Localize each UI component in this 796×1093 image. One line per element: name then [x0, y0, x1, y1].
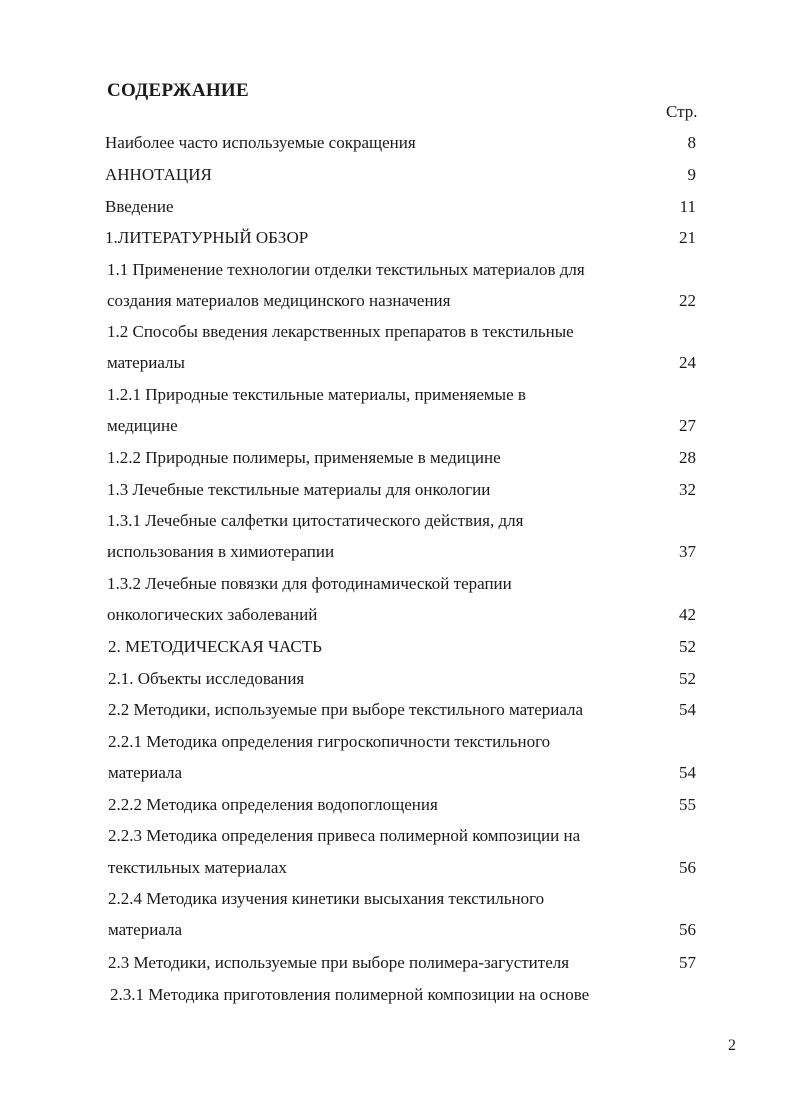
toc-heading: СОДЕРЖАНИЕ [107, 80, 249, 101]
toc-entry-text: использования в химиотерапии [107, 542, 335, 561]
toc-entry-text: 2. МЕТОДИЧЕСКАЯ ЧАСТЬ [108, 637, 322, 656]
toc-entry-page: 42 [679, 605, 696, 624]
toc-entry-text: 1.3 Лечебные текстильные материалы для онкологии [107, 480, 491, 499]
toc-entry-text: 1.2.2 Природные полимеры, применяемые в медицине [107, 448, 501, 467]
toc-entry-page: 54 [679, 763, 696, 782]
toc-entry-text: материала [108, 920, 183, 939]
toc-entry-page: 24 [679, 353, 696, 372]
toc-entry-page: 28 [679, 448, 696, 467]
toc-entry-text: 2.2.3 Методика определения привеса полимерной композиции на [108, 826, 581, 845]
toc-entry-page: 57 [679, 953, 696, 972]
toc-entry-page: 56 [679, 920, 696, 939]
toc-entry-text: 2.2.1 Методика определения гигроскопичности текстильного [108, 732, 551, 751]
toc-entry-text: 1.2.1 Природные текстильные материалы, применяемые в [107, 385, 526, 404]
toc-entry-text: 1.ЛИТЕРАТУРНЫЙ ОБЗОР [105, 228, 309, 247]
toc-entry-text: Введение [105, 197, 174, 216]
toc-entry-text: 2.1. Объекты исследования [108, 669, 305, 688]
toc-entry-page: 11 [679, 197, 696, 216]
toc-entry-text: материала [108, 763, 183, 782]
toc-entry-text: 2.2.2 Методика определения водопоглощения [108, 795, 438, 814]
toc-entry-page: 52 [679, 669, 696, 688]
toc-entry-page: 54 [679, 700, 696, 719]
toc-entry-text: Наиболее часто используемые сокращения [105, 133, 416, 152]
toc-entry-text: 1.3.1 Лечебные салфетки цитостатического действия, для [107, 511, 524, 530]
toc-entry-text: текстильных материалах [108, 858, 287, 877]
toc-entry-text: 2.2 Методики, используемые при выборе текстильного материала [108, 700, 584, 719]
toc-entry-text: 1.1 Применение технологии отделки текстильных материалов для [107, 260, 585, 279]
toc-entry-page: 52 [679, 637, 696, 656]
toc-entry-page: 9 [687, 165, 696, 184]
toc-entry-page: 21 [679, 228, 696, 247]
toc-entry-text: 2.3 Методики, используемые при выборе полимера-загустителя [108, 953, 570, 972]
toc-entry-text: медицине [107, 416, 178, 435]
toc-entry-page: 56 [679, 858, 696, 877]
toc-entry-page: 37 [679, 542, 696, 561]
toc-entry-text: 2.3.1 Методика приготовления полимерной композиции на основе [110, 985, 590, 1004]
page-number: 2 [728, 1037, 736, 1054]
toc-entry-page: 22 [679, 291, 696, 310]
page-column-label: Стр. [666, 102, 698, 121]
toc-entry-text: АННОТАЦИЯ [105, 165, 212, 184]
toc-entry-text: 1.2 Способы введения лекарственных препаратов в текстильные [107, 322, 574, 341]
toc-entry-page: 27 [679, 416, 696, 435]
toc-entry-text: онкологических заболеваний [107, 605, 318, 624]
toc-entry-page: 32 [679, 480, 696, 499]
toc-entry-text: 2.2.4 Методика изучения кинетики высыхания текстильного [108, 889, 545, 908]
toc-entry-text: создания материалов медицинского назначения [107, 291, 451, 310]
toc-entry-page: 8 [687, 133, 696, 152]
toc-entry-text: материалы [107, 353, 185, 372]
toc-entry-text: 1.3.2 Лечебные повязки для фотодинамической терапии [107, 574, 512, 593]
toc-entry-page: 55 [679, 795, 696, 814]
